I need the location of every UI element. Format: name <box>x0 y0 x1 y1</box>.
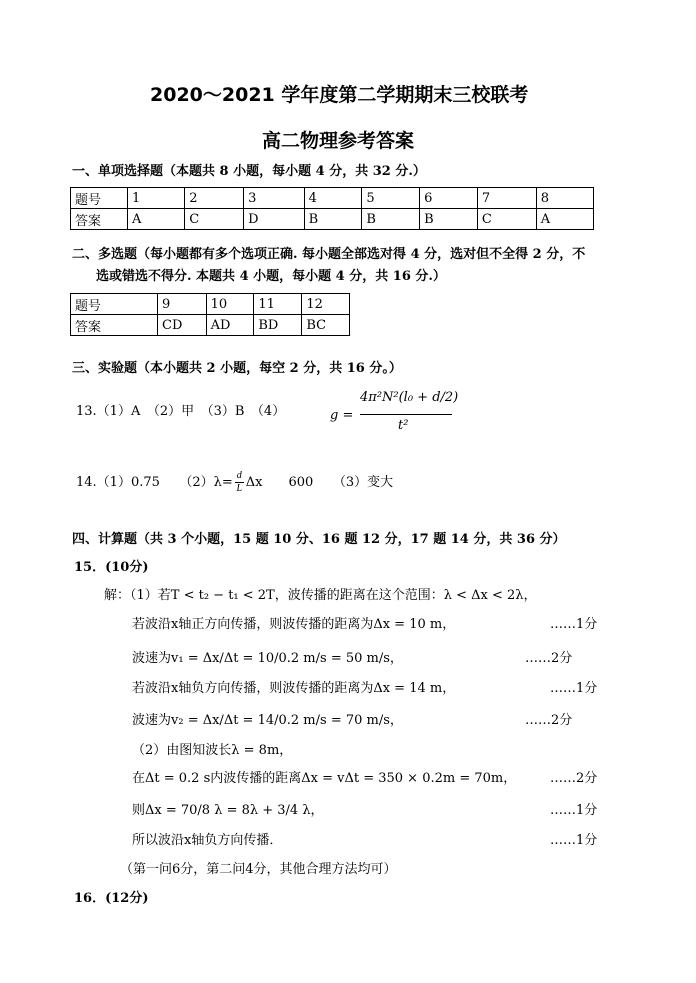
answer-cell: AD <box>206 315 254 336</box>
q15-line: 则Δx = 70/8 λ = 8λ + 3/4 λ， <box>132 803 324 818</box>
question-number: 4 <box>304 188 362 209</box>
answer-cell: B <box>420 209 478 230</box>
page-subtitle: 高二物理参考答案 <box>262 130 415 152</box>
score-mark: ……2分 <box>525 713 573 728</box>
score-mark: ……1分 <box>550 833 598 848</box>
q15-line: 波速为v₂ = Δx/Δt = 14/0.2 m/s = 70 m/s， <box>132 713 403 728</box>
q14-answer <box>76 470 393 495</box>
answer-cell: B <box>362 209 420 230</box>
q14-after: Δx 600 （3）变大 <box>245 475 394 490</box>
q15-line: 波速为v₁ = Δx/Δt = 10/0.2 m/s = 50 m/s， <box>132 651 403 666</box>
question-number: 8 <box>536 188 593 209</box>
q15-line: 所以波沿x轴负方向传播． <box>132 833 283 848</box>
q15-note: （第一问6分，第二问4分，其他合理方法均可） <box>120 862 397 877</box>
multi-choice-table <box>70 293 350 336</box>
question-number: 12 <box>302 294 350 315</box>
question-number: 7 <box>477 188 536 209</box>
answer-cell: A <box>128 209 185 230</box>
answer-cell: C <box>185 209 244 230</box>
single-choice-table <box>70 187 594 230</box>
section2-heading-line2: 选或错选不得分. 本题共 4 小题，每小题 4 分，共 16 分.） <box>96 269 446 284</box>
section1-heading: 一、单项选择题（本题共 8 小题，每小题 4 分，共 32 分.） <box>72 164 426 179</box>
row-label: 题号 <box>71 188 128 209</box>
row-label: 答案 <box>71 315 158 336</box>
answer-cell: BC <box>302 315 350 336</box>
answer-cell: D <box>244 209 304 230</box>
q15-line: 若波沿x轴负方向传播，则波传播的距离为Δx = 14 m， <box>132 681 456 696</box>
answer-cell: CD <box>158 315 207 336</box>
q13-fraction-bar <box>360 414 452 415</box>
q13-formula-denominator: t² <box>398 418 409 433</box>
score-mark: ……2分 <box>525 651 573 666</box>
section2-heading-line1: 二、多选题（每小题都有多个选项正确. 每小题全部选对得 4 分，选对但不全得 2 分，不 <box>72 247 586 262</box>
answer-cell: A <box>536 209 593 230</box>
section3-heading: 三、实验题（本小题共 2 小题，每空 2 分，共 16 分。） <box>72 361 402 376</box>
question-number: 1 <box>128 188 185 209</box>
q14-prefix: 14.（1）0.75 （2）λ= <box>76 475 233 490</box>
score-mark: ……1分 <box>550 803 598 818</box>
q15-line: 解：（1）若T < t₂ − t₁ < 2T，波传播的距离在这个范围：λ < Δx < 2λ， <box>104 588 537 603</box>
q13-formula-numerator: 4π²N²(l₀ + d/2) <box>360 390 459 405</box>
row-label: 题号 <box>71 294 158 315</box>
q16-title: 16．(12分) <box>74 891 149 906</box>
question-number: 11 <box>254 294 302 315</box>
q14-frac-den: L <box>236 483 243 494</box>
question-number: 6 <box>420 188 478 209</box>
answer-cell: BD <box>254 315 302 336</box>
row-label: 答案 <box>71 209 128 230</box>
table-row <box>71 315 350 336</box>
table-row <box>71 294 350 315</box>
question-number: 5 <box>362 188 420 209</box>
question-number: 2 <box>185 188 244 209</box>
page-title: 2020～2021 学年度第二学期期末三校联考 <box>150 84 529 106</box>
score-mark: ……2分 <box>550 771 598 786</box>
question-number: 9 <box>158 294 207 315</box>
q14-frac-num: d <box>236 470 242 481</box>
score-mark: ……1分 <box>550 681 598 696</box>
score-mark: ……1分 <box>550 617 598 632</box>
q15-line: 在Δt = 0.2 s内波传播的距离Δx = vΔt = 350 × 0.2m = 70m， <box>132 771 517 786</box>
answer-cell: B <box>304 209 362 230</box>
q15-title: 15．(10分) <box>74 560 149 575</box>
question-number: 3 <box>244 188 304 209</box>
table-row <box>71 209 594 230</box>
q15-line: （2）由图知波长λ = 8m， <box>132 743 293 758</box>
q13-answer: 13.（1）A （2）甲 （3）B （4） <box>76 404 286 419</box>
q14-fraction <box>235 470 244 495</box>
answer-cell: C <box>477 209 536 230</box>
table-row <box>71 188 594 209</box>
q13-formula-lhs: g = <box>330 408 354 423</box>
question-number: 10 <box>206 294 254 315</box>
section4-heading: 四、计算题（共 3 个小题，15 题 10 分、16 题 12 分，17 题 14 分，共 36 分） <box>72 532 566 547</box>
q15-line: 若波沿x轴正方向传播，则波传播的距离为Δx = 10 m， <box>132 617 456 632</box>
